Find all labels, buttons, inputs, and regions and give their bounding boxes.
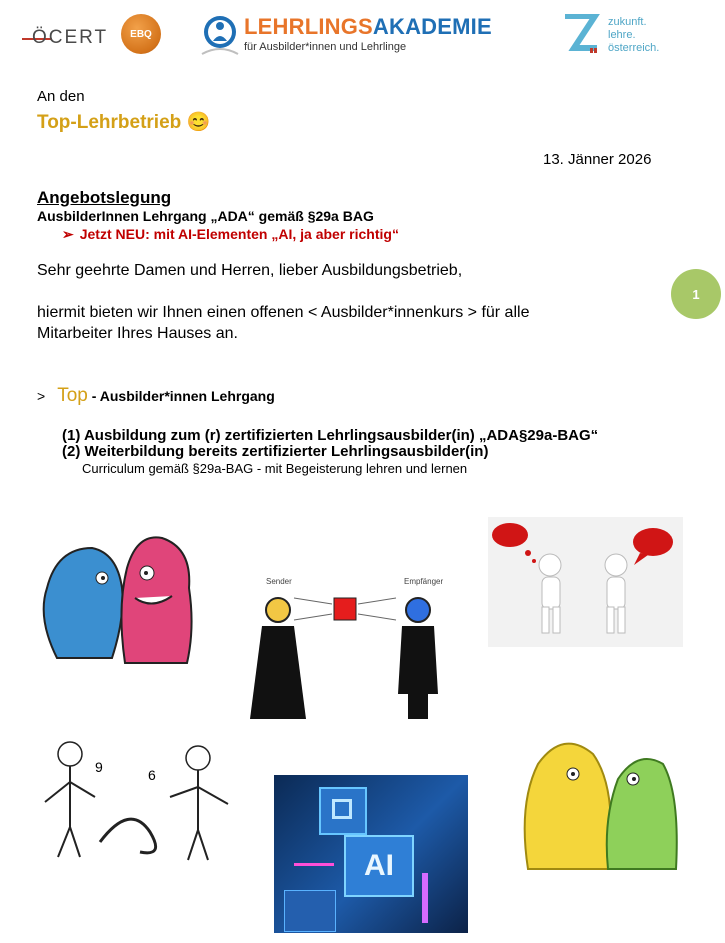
receiver-label: Empfänger [404,577,444,586]
lehrlingsakademie-logo [200,14,500,60]
zukunft-lehre-logo: zukunft. lehre. österreich. [562,14,682,60]
top-course-heading: > Top - Ausbilder*innen Lehrgang [37,385,275,406]
curriculum-note: Curriculum gemäß §29a-BAG - mit Begeisterung lehren und lernen [82,461,468,476]
speech-figures-illustration [488,517,683,647]
recipient-line-2: Top-Lehrbetrieb 😊 [37,112,211,133]
arrow-bullet-icon: ➢ [62,226,74,242]
academy-subtitle: für Ausbilder*innen und Lehrlinge [244,41,407,53]
hairy-monsters-illustration [518,734,683,874]
recipient-line-1: An den [37,88,85,105]
academy-name-part2: AKADEMIE [372,14,492,39]
greeting: Sehr geehrte Damen und Herren, lieber Ausbildungsbetrieb, [37,262,463,279]
oecert-logo: ÖCERT [22,26,100,52]
ebq-logo: EBQ [121,14,161,54]
letter-date: 13. Jänner 2026 [543,151,652,168]
sketch-figures-illustration [40,732,240,867]
monsters-illustration [37,528,197,668]
course-title: AusbilderInnen Lehrgang „ADA“ gemäß §29a BAG [37,208,374,224]
intro-line-1: hiermit bieten wir Ihnen einen offenen < Ausbilder*innenkurs > für alle [37,304,530,321]
new-ai-notice: ➢ Jetzt NEU: mit AI-Elementen „AI, ja aber richtig“ [62,226,399,242]
ai-cubes-image [274,775,468,933]
academy-name-part1: LEHRLINGS [244,14,373,39]
offer-title: Angebotslegung [37,188,172,207]
academy-emblem-icon [200,14,240,58]
svg-text:6: 6 [148,767,156,783]
sender-label: Sender [266,577,292,586]
sender-receiver-diagram [244,574,450,724]
ai-label: AI [344,835,414,897]
page-number-badge: 1 [671,269,721,319]
z-icon [562,14,600,54]
course-item-2: (2) Weiterbildung bereits zertifizierter Lehrlingsausbilder(in) [62,443,489,460]
course-item-1: (1) Ausbildung zum (r) zertifizierten Lehrlingsausbilder(in) „ADA§29a-BAG“ [62,427,599,444]
svg-text:9: 9 [95,759,103,775]
intro-line-2: Mitarbeiter Ihres Hauses an. [37,325,238,342]
